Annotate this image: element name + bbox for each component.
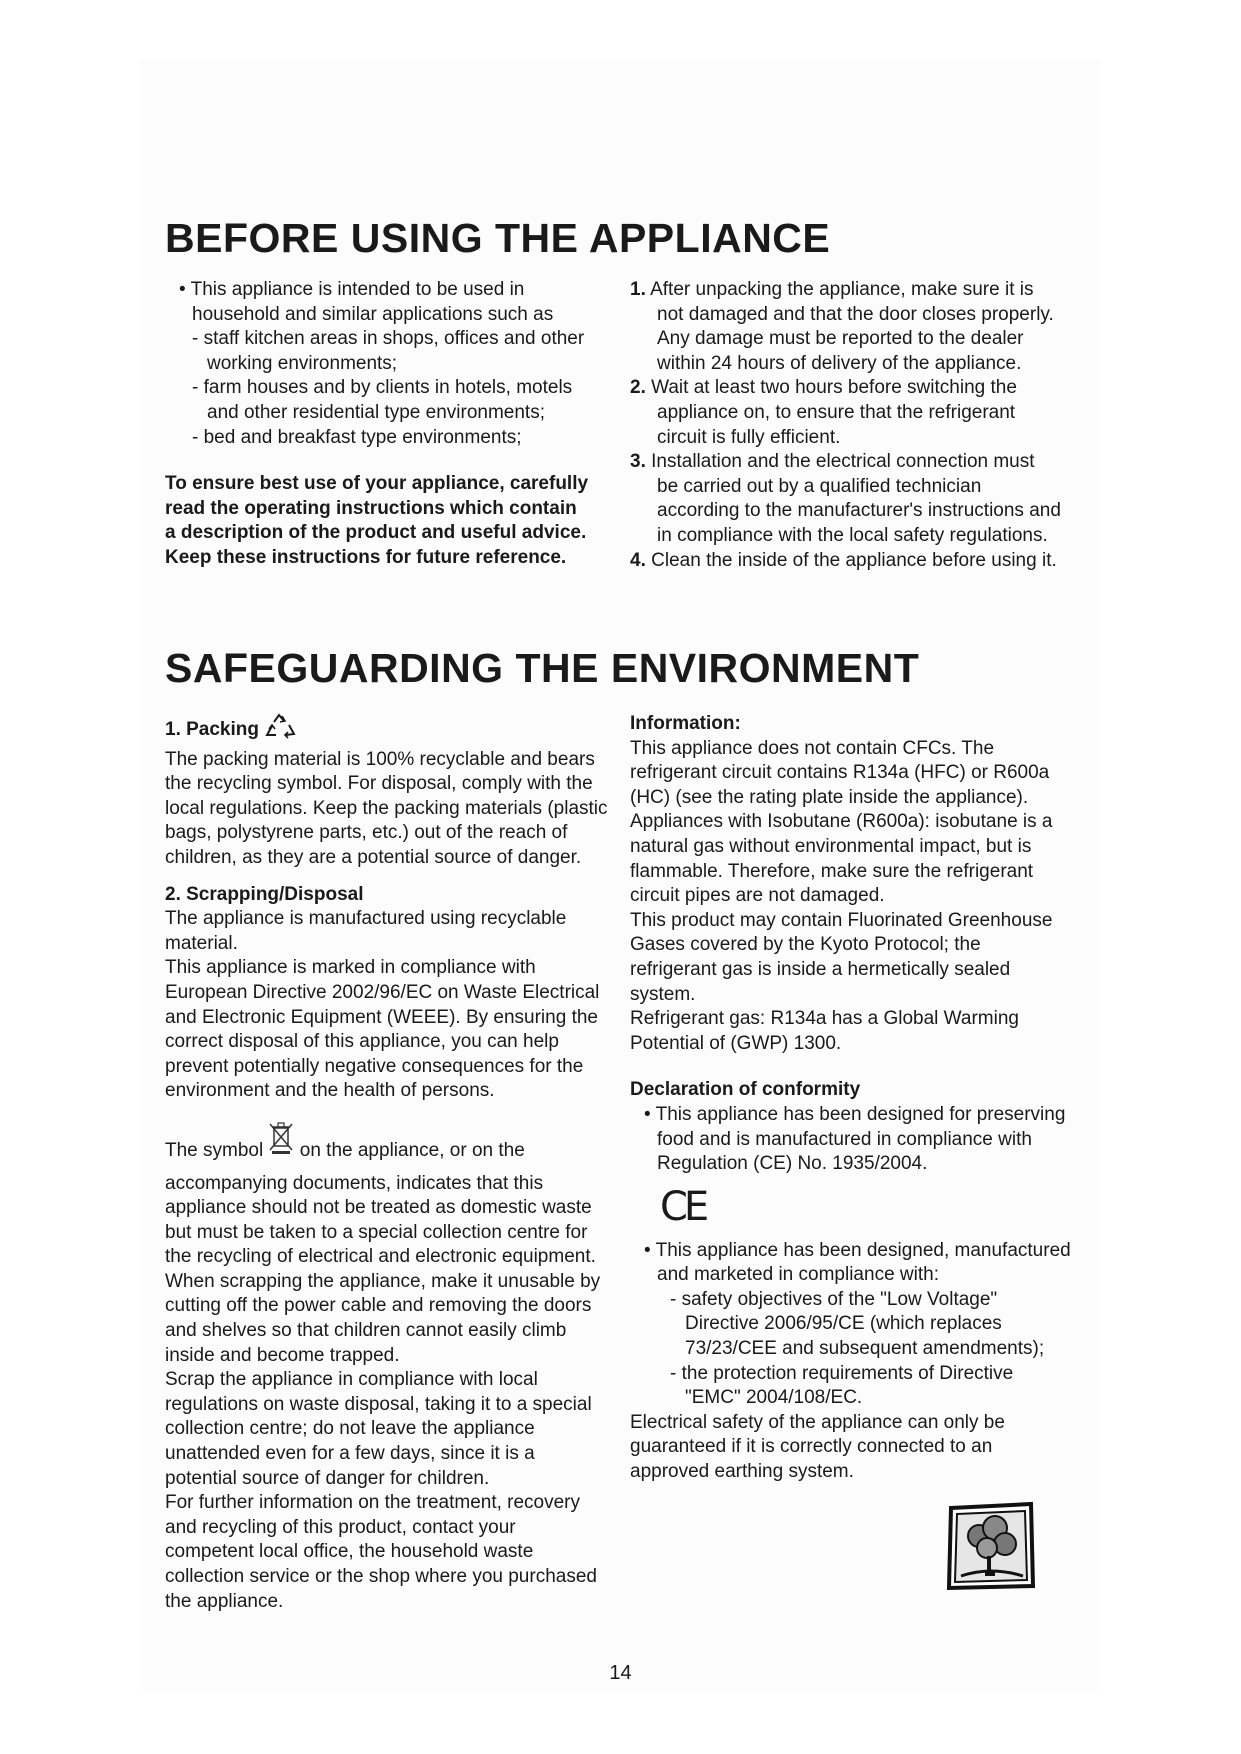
heading-safeguarding-environment: SAFEGUARDING THE ENVIRONMENT bbox=[165, 645, 920, 691]
step-3: 3. Installation and the electrical connection must be carried out by a qualified technician according to the manufacturer's instructions and in compliance with the local safety regulations. bbox=[630, 451, 1061, 546]
usage-sub-item: - farm houses and by clients in hotels, motels and other residential type environments; bbox=[192, 377, 573, 423]
before-left-column bbox=[165, 278, 615, 571]
information-text: This appliance does not contain CFCs. The refrigerant circuit contains R134a (HFC) or R600a (HC) (see the rating plate inside the appliance). Appliances with Isobutane (R600a): isobutane is a natural gas without environmental impact, but is flammable. Therefore, make sure the refrigerant circuit pipes are not damaged. This product may contain Fluorinated Greenhouse Gases covered by the Kyoto Protocol; the refrigerant gas is inside a hermetically sealed system. Refrigerant gas: R134a has a Global Warming Potential of (GWP) 1300. bbox=[630, 737, 1053, 1054]
recycle-icon bbox=[264, 712, 298, 748]
packing-text: The packing material is 100% recyclable and bears the recycling symbol. For disposal, comply with the local regulations. Keep the packing materials (plastic bags, polystyrene parts, etc.) out of the reach of children, as they are a potential source of danger. bbox=[165, 748, 608, 868]
heading-before-using: BEFORE USING THE APPLIANCE bbox=[165, 215, 831, 261]
declaration-title: Declaration of conformity bbox=[630, 1079, 861, 1101]
declaration-sub-item: - the protection requirements of Directive "EMC" 2004/108/EC. bbox=[670, 1362, 1014, 1409]
step-2: 2. Wait at least two hours before switching the appliance on, to ensure that the refrigerant circuit is fully efficient. bbox=[630, 377, 1017, 448]
before-right-column bbox=[630, 278, 1080, 573]
weee-bin-icon bbox=[268, 1120, 294, 1162]
scrapping-title: 2. Scrapping/Disposal bbox=[165, 883, 364, 905]
declaration-sub-item: - safety objectives of the "Low Voltage" Directive 2006/95/CE (which replaces 73/23/CEE and subsequent amendments); bbox=[670, 1288, 1045, 1360]
step-4: 4. Clean the inside of the appliance before using it. bbox=[630, 549, 1057, 571]
packing-title: 1. Packing bbox=[165, 712, 615, 748]
information-title: Information: bbox=[630, 713, 741, 734]
electrical-safety-text: Electrical safety of the appliance can only be guaranteed if it is correctly connected to an approved earthing system. bbox=[630, 1411, 1005, 1483]
scrapping-text: The appliance is manufactured using recyclable material. This appliance is marked in compliance with European Directive 2002/96/EC on Waste Electrical and Electronic Equipment (WEEE). By ensuring the correct disposal of this appliance, you can help prevent potentially negative consequences for the environment and the health of persons. bbox=[165, 908, 600, 1102]
step-1: 1. After unpacking the appliance, make sure it is not damaged and that the door closes properly. Any damage must be reported to the dealer within 24 hours of delivery of the appliance. bbox=[630, 279, 1054, 374]
environment-left-column bbox=[165, 712, 615, 1614]
weee-symbol-text: The symbol on the appliance, or on the accompanying documents, indicates that this appliance should not be treated as domestic waste but must be taken to a special collection centre for the recycling of electrical and electronic equipment. When scrapping the appliance, make it unusable by cutting off the power cable and removing the doors and shelves so that children cannot easily climb inside and become trapped. Scrap the appliance in compliance with local regulations on waste disposal, taking it to a special collection centre; do not leave the appliance unattended even for a few days, since it is a potential source of danger for children. For further information on the treatment, recovery and recycling of this product, contact your competent local office, the household waste collection service or the shop where you purchased the appliance. bbox=[165, 1130, 615, 1614]
environment-right-column bbox=[630, 712, 1080, 1485]
ce-mark-icon: CE bbox=[660, 1183, 706, 1230]
tree-icon bbox=[945, 1500, 1037, 1592]
advice-paragraph: To ensure best use of your appliance, carefully read the operating instructions which contain a description of the product and useful advice. Keep these instructions for future reference. bbox=[165, 473, 589, 568]
declaration-bullet: • This appliance has been designed, manufactured and marketed in compliance with: bbox=[644, 1239, 1071, 1286]
declaration-bullet: • This appliance has been designed for preserving food and is manufactured in compliance with Regulation (CE) No. 1935/2004. bbox=[644, 1103, 1066, 1175]
usage-sub-item: - staff kitchen areas in shops, offices and other working environments; bbox=[192, 328, 585, 374]
ce-mark-row bbox=[630, 1177, 1080, 1239]
page-number: 14 bbox=[609, 1662, 632, 1684]
usage-sub-item: - bed and breakfast type environments; bbox=[192, 426, 522, 448]
usage-bullet: • This appliance is intended to be used in household and similar applications such as bbox=[179, 279, 554, 325]
